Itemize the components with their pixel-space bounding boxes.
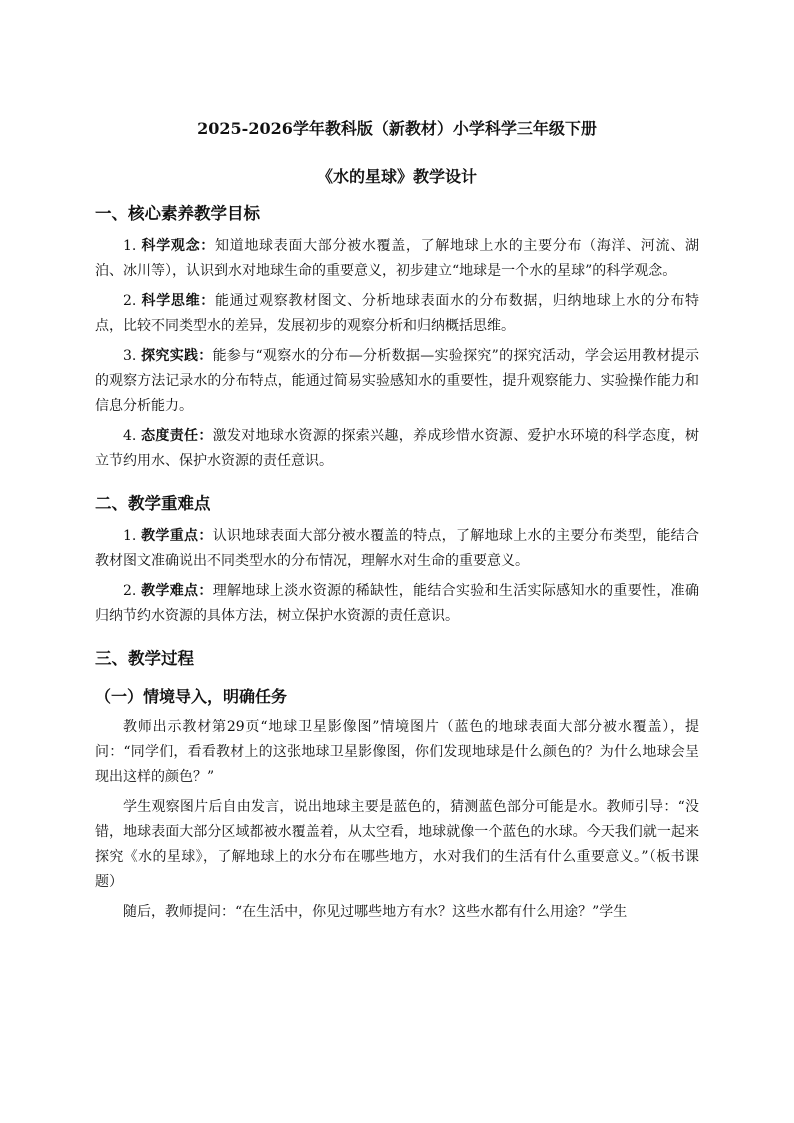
objective-item-4: 4. 态度责任：激发对地球水资源的探索兴趣，养成珍惜水资源、爱护水环境的科学态度，树立节约用水、保护水资源的责任意识。: [95, 428, 699, 469]
objective-item-1: 1. 科学观念：知道地球表面大部分被水覆盖，了解地球上水的主要分布（海洋、河流、湖泊、冰川等），认识到水对地球生命的重要意义，初步建立“地球是一个水的星球”的科学观念。: [95, 238, 700, 279]
objective-item-3: 3. 探究实践：能参与“观察水的分布—分析数据—实验探究”的探究活动，学会运用教材提示的观察方法记录水的分布特点，能通过简易实验感知水的重要性，提升观察能力、实验操作能力和信息分析能力。: [95, 348, 699, 414]
section-heading-process: 三、教学过程: [95, 649, 194, 668]
process-paragraph-1: 教师出示教材第29页“地球卫星影像图”情境图片（蓝色的地球表面大部分被水覆盖），提问：“同学们，看看教材上的这张地球卫星影像图，你们发现地球是什么颜色的？为什么地球会呈现出这样的颜色？”: [95, 719, 699, 785]
section-heading-objectives: 一、核心素养教学目标: [95, 204, 260, 223]
sub-heading-introduction: （一）情境导入，明确任务: [95, 687, 288, 706]
process-paragraph-3: 随后，教师提问：“在生活中，你见过哪些地方有水？这些水都有什么用途？”学生: [123, 904, 628, 920]
document-title-line2: 《水的星球》教学设计: [316, 167, 477, 186]
objective-item-2: 2. 科学思维：能通过观察教材图文、分析地球表面水的分布数据，归纳地球上水的分布特点，比较不同类型水的差异，发展初步的观察分析和归纳概括思维。: [95, 293, 700, 334]
key-point-item-2: 2. 教学难点：理解地球上淡水资源的稀缺性，能结合实验和生活实际感知水的重要性，准确归纳节约水资源的具体方法，树立保护水资源的责任意识。: [95, 583, 699, 624]
section-heading-key-points: 二、教学重难点: [95, 494, 211, 513]
key-point-item-1: 1. 教学重点：认识地球表面大部分被水覆盖的特点，了解地球上水的主要分布类型，能结合教材图文准确说出不同类型水的分布情况，理解水对生命的重要意义。: [95, 528, 699, 569]
process-paragraph-2: 学生观察图片后自由发言，说出地球主要是蓝色的，猜测蓝色部分可能是水。教师引导：“没错，地球表面大部分区域都被水覆盖着，从太空看，地球就像一个蓝色的水球。今天我们就一起来探究《水的星球》，了解地球上的水分布在哪些地方，水对我们的生活有什么重要意义。”（板书课题）: [95, 799, 699, 890]
document-title-line1: 2025-2026学年教科版（新教材）小学科学三年级下册: [197, 119, 597, 138]
